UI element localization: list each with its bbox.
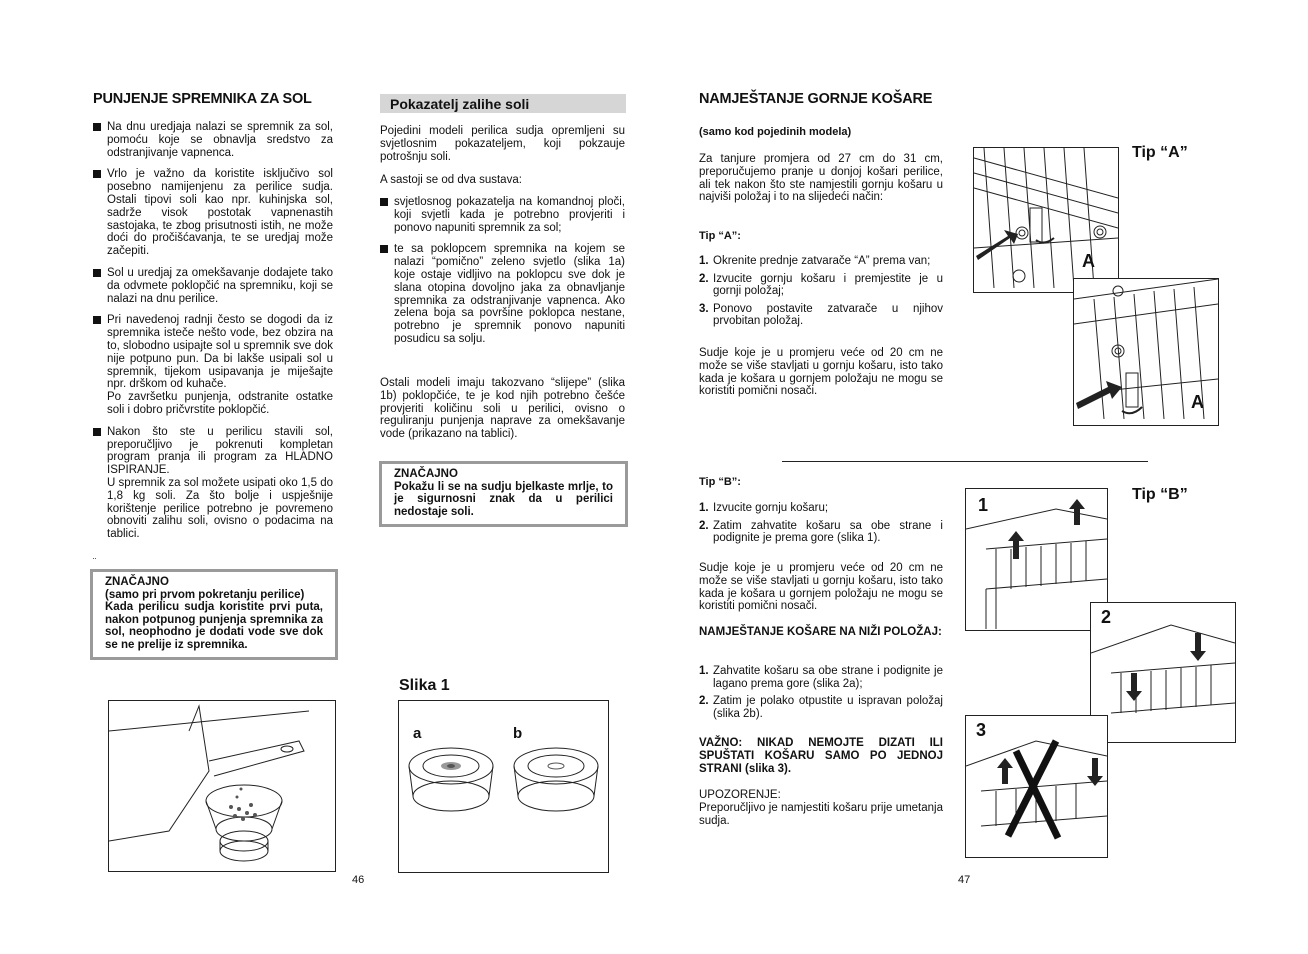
indicator-intro: Pojedini modeli perilica sudja opremljeni su svjetlosnim pokazateljem, koji pokzauje potrošnju soli. — [380, 125, 625, 163]
tipB-figure-1 — [965, 488, 1108, 631]
basket-subheading: (samo kod pojedinih modela) — [699, 126, 852, 138]
lower-steps — [699, 665, 943, 725]
fig-number-2: 2 — [1101, 607, 1112, 627]
upozorenje-title: UPOZORENJE: — [699, 789, 781, 801]
tipB-step-2: 2. Zatim zahvatite košaru sa obe strane i podignite je prema gore (slika 1). — [699, 519, 943, 544]
fig-number-3: 3 — [976, 720, 987, 740]
salt-bullet-2: Vrlo je važno da koristite isključivo sol posebno namijenjenu za perilice sudja. Ostali tipovi soli kao npr. kuhinjska sol, sadrže visok postotak vapnenastih sastojaka, te zbog prisutnosti istih, ne može doći do pročišćavanja, te se uredjaj može začepiti. — [93, 168, 333, 258]
fig-number-1: 1 — [978, 495, 989, 515]
salt-section-heading: PUNJENJE SPREMNIKA ZA SOL — [93, 91, 312, 107]
salt-note-title: ZNAČAJNO — [105, 576, 169, 588]
indicator-note-title: ZNAČAJNO — [394, 468, 458, 480]
tipB-steps — [699, 502, 943, 550]
salt-cap-figure — [398, 700, 609, 873]
basket-intro: Za tanjure promjera od 27 cm do 31 cm, preporučujemo pranje u donjoj košari perilice, ali tek nakon što ste namjestili gornju košaru u najviši položaj i to na slijedeći način: — [699, 153, 943, 204]
indicator-heading-bar — [380, 94, 626, 113]
tipB-label: Tip “B”: — [699, 476, 741, 488]
tipB-figure-3 — [965, 715, 1108, 858]
basket-warning: VAŽNO: NIKAD NEMOJTE DIZATI ILI SPUŠTATI KOŠARU SAMO PO JEDNOJ STRANI (slika 3). — [699, 737, 943, 775]
stray-mark: ¨ — [93, 557, 97, 568]
basket-heading: NAMJEŠTANJE GORNJE KOŠARE — [699, 91, 933, 107]
salt-bullets — [93, 121, 333, 550]
page-number-left: 46 — [352, 874, 365, 886]
tipA-label: Tip “A”: — [699, 230, 741, 242]
fig-tipA-label: Tip “A” — [1132, 144, 1188, 161]
section-divider — [782, 461, 1148, 462]
tipA-step-2: 2. Izvucite gornju košaru i premjestite je u gornji položaj; — [699, 272, 943, 297]
salt-bullet-5: Nakon što ste u perilicu stavili sol, preporučljivo je pokrenuti kompletan program pranja ili program za HLADNO ISPIRANJE. U spremnik za sol možete usipati oko 1,5 do 1,8 kg soli. Za što bolje i uspješnije korištenje perilice potrebno je povremeno obnoviti zalihu soli, ovisno o podacima na tablici. — [93, 426, 333, 541]
figure1-label-a: a — [413, 725, 422, 742]
upozorenje-text: Preporučljivo je namjestiti košaru prije umetanja sudja. — [699, 802, 943, 827]
indicator-heading: Pokazatelj zalihe soli — [390, 96, 530, 112]
tipB-note: Sudje koje je u promjeru veće od 20 cm ne može se više stavljati u gornju košaru, isto tako kada je košara u gornjem položaju ne mogu se koristiti pomični nosači. — [699, 562, 943, 613]
indicator-note-box — [379, 461, 628, 527]
indicator-bullet-1: svjetlosnog pokazatelja na komandnoj ploči, koji svjetli kada je potrebno provjeriti i ponovo napuniti spremnik za sol; — [380, 196, 625, 234]
tipB-step-1: 1. Izvucite gornju košaru; — [699, 502, 829, 514]
fig-tipB-label: Tip “B” — [1132, 486, 1188, 503]
page-number-right: 47 — [958, 874, 971, 886]
tipB-figure-2 — [1090, 602, 1236, 743]
salt-bullet-3: Sol u uredjaj za omekšavanje dodajete tako da odvmete poklopčić na spremniku, koji se nalazi na dnu perilice. — [93, 267, 333, 305]
indicator-bullet-2: te sa poklopcem spremnika na kojem se nalazi “pomično” zeleno svjetlo (slika 1a) koje ostaje vidljivo na poklopcu sve dok je slana otopina dovoljno jaka za obnavljanje spremnika za odstranjivanje vapnenca. Ako zelena boja sa površine poklopca nestane, potrebno je spremnik ponovo napuniti posudicu sa solju. — [380, 243, 625, 345]
salt-note-box — [90, 569, 338, 660]
salt-bullet-1: Na dnu uredjaja nalazi se spremnik za sol, pomoću koje se obnavlja sredstvo za odstranjivanje vapnenca. — [93, 121, 333, 159]
figure1-title: Slika 1 — [399, 677, 450, 694]
fig-label-A2: A — [1191, 392, 1204, 412]
tipA-figure-top — [973, 147, 1119, 293]
tipA-note: Sudje koje je u promjeru veće od 20 cm ne može se više stavljati u gornju košaru, isto tako kada je košara u gornjem položaju ne mogu se koristiti pomični nosači. — [699, 347, 943, 398]
salt-note-subtitle: (samo pri prvom pokretanju perilice) — [105, 588, 305, 601]
salt-filling-illustration — [108, 700, 336, 872]
fig-label-A1: A — [1082, 251, 1095, 271]
indicator-note-text: Pokažu li se na sudju bjelkaste mrlje, to je sigurnosni znak da u perilici nedostaje soli. — [394, 480, 613, 518]
salt-note-text: Kada perilicu sudja koristite prvi puta, nakon potpunog punjenja spremnika za sol, neophodno je dodati vode sve dok se ne prelije iz spremnika. — [105, 601, 323, 651]
lower-step-1: 1. Zahvatite košaru sa obe strane i podignite je lagano prema gore (slika 2a); — [699, 665, 943, 690]
tipA-step-3: 3. Ponovo postavite zatvarače u njihov prvobitan položaj. — [699, 302, 943, 327]
lower-position-heading: NAMJEŠTANJE KOŠARE NA NIŽI POLOŽAJ: — [699, 626, 942, 638]
indicator-bullets — [380, 196, 625, 355]
indicator-other-models: Ostali modeli imaju takozvano “slijepe” (slika 1b) poklopčiće, te je kod njih potrebno češće provjeriti količinu soli u perilici, ovisno o reguliranju punjenja naprave za omekšavanje vode (prikazano na tablici). — [380, 377, 625, 441]
tipA-step-1: 1. Okrenite prednje zatvarače “A” prema van; — [699, 255, 931, 267]
salt-bullet-4: Pri navedenoj radnji često se dogodi da iz spremnika isteče nešto vode, bez obzira na to, slobodno usipajte sol u spremnik sve dok nije potpuno pun. Da bi lakše usipali sol u spremnik, tijekom usipavanja je miješajte npr. drškom od kuhače. Po završetku punjenja, odstranite ostatke soli i dobro pričvrstite poklopčić. — [93, 314, 333, 416]
tipA-steps — [699, 255, 943, 333]
figure1-label-b: b — [513, 725, 523, 742]
lower-step-2: 2. Zatim je polako otpustite u ispravan položaj (slika 2b). — [699, 695, 943, 720]
indicator-systems: A sastoji se od dva sustava: — [380, 174, 522, 186]
